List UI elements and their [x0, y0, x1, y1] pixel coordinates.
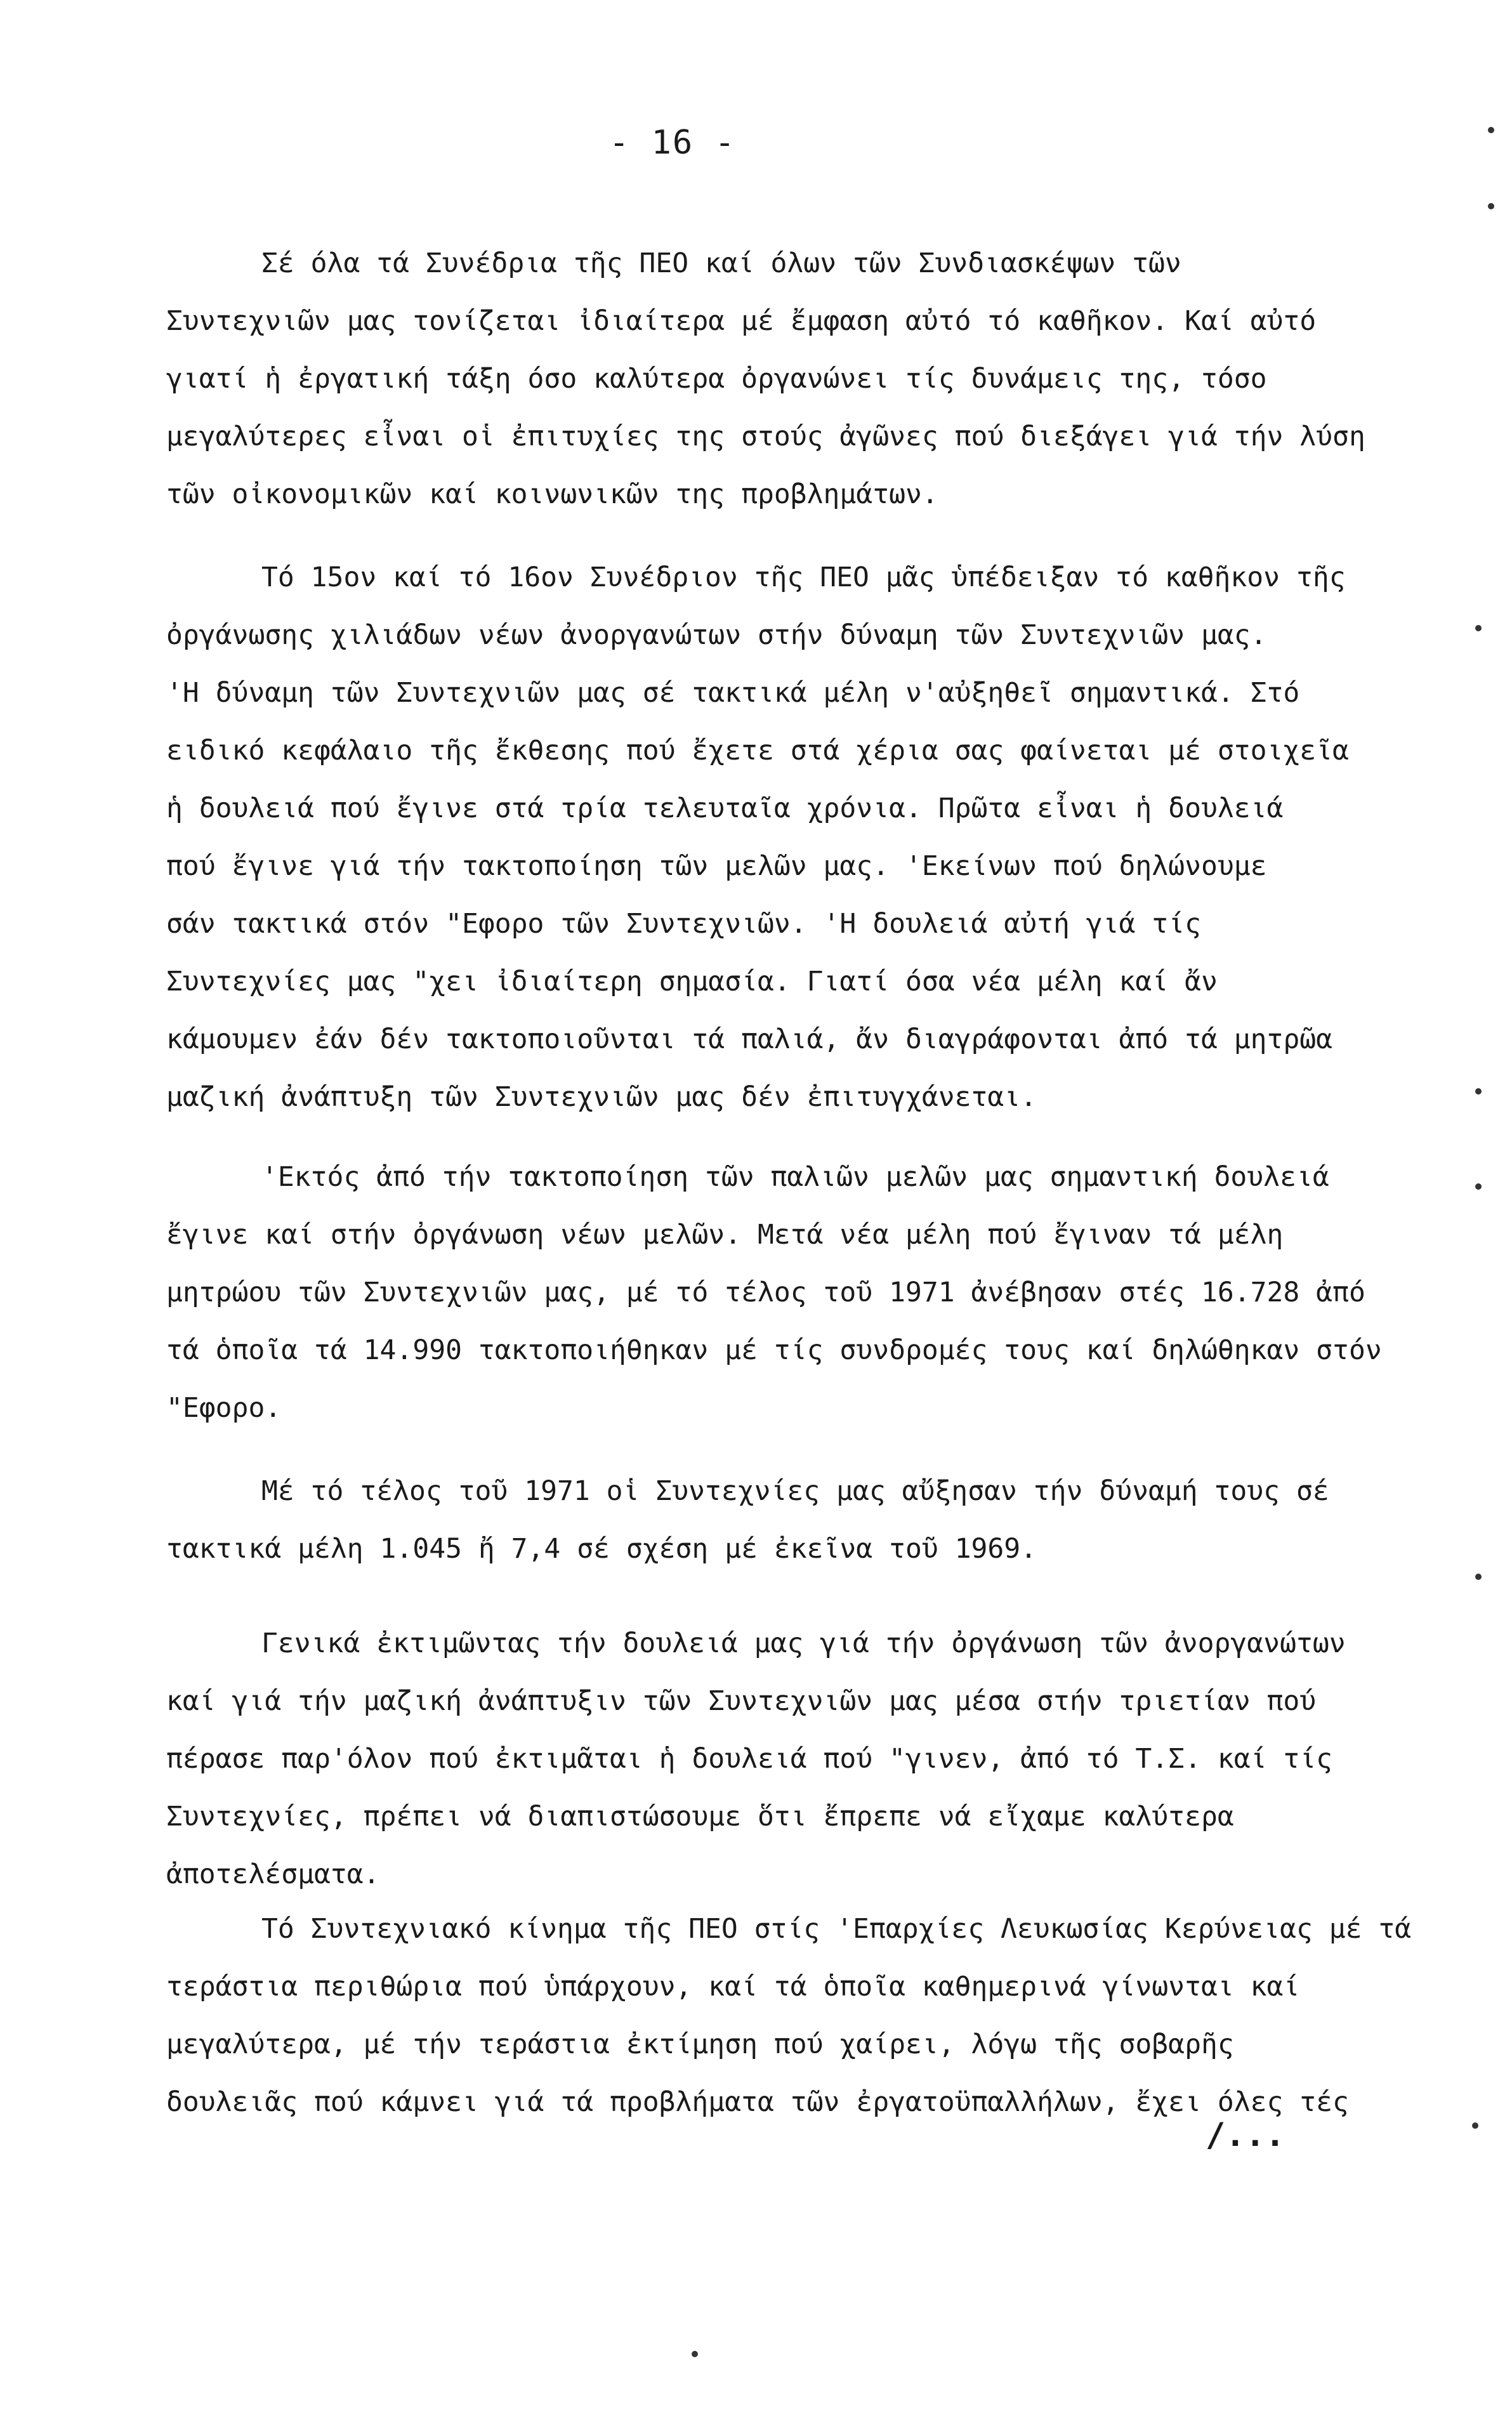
- text-line: μαζική ἀνάπτυξη τῶν Συντεχνιῶν μας δέν ἐπιτυγχάνεται.: [166, 1081, 1037, 1113]
- text-line: Τό 15ον καί τό 16ον Συνέδριον τῆς ΠΕΟ μᾶς ὑπέδειξαν τό καθῆκον τῆς: [261, 562, 1346, 593]
- scan-speck: [1475, 1574, 1482, 1580]
- text-line: 'Εκτός ἀπό τήν τακτοποίηση τῶν παλιῶν μελῶν μας σημαντική δουλειά: [261, 1161, 1329, 1193]
- text-line: γιατί ἡ ἐργατική τάξη όσο καλύτερα ὀργανώνει τίς δυνάμεις της, τόσο: [166, 363, 1267, 395]
- paragraph-5: [166, 1615, 1372, 1904]
- text-line: πέρασε παρ'όλον πού ἐκτιμᾶται ἡ δουλειά πού "γινεν, ἀπό τό Τ.Σ. καί τίς: [166, 1743, 1333, 1775]
- text-line: τεράστια περιθώρια πού ὑπάρχουν, καί τά ὁποῖα καθημερινά γίνωνται καί: [166, 1971, 1300, 2003]
- text-line: σάν τακτικά στόν "Εφορο τῶν Συντεχνιῶν. 'Η δουλειά αὐτή γιά τίς: [166, 908, 1201, 940]
- text-line: καί γιά τήν μαζική ἀνάπτυξιν τῶν Συντεχνιῶν μας μέσα στήν τριετίαν πού: [166, 1685, 1317, 1717]
- paragraph-1: [166, 235, 1372, 523]
- text-line: Συντεχνίες μας "χει ἰδιαίτερη σημασία. Γιατί όσα νέα μέλη καί ἄν: [166, 966, 1218, 997]
- continuation-mark: /...: [1206, 2116, 1285, 2154]
- text-line: Σέ όλα τά Συνέδρια τῆς ΠΕΟ καί όλων τῶν Συνδιασκέψων τῶν: [261, 247, 1181, 279]
- text-line: ἡ δουλειά πού ἔγινε στά τρία τελευταῖα χρόνια. Πρῶτα εἶναι ἡ δουλειά: [166, 793, 1284, 824]
- text-line: Τό Συντεχνιακό κίνημα τῆς ΠΕΟ στίς 'Επαρχίες Λευκωσίας Κερύνειας μέ τά: [261, 1913, 1412, 1945]
- text-line: μητρώου τῶν Συντεχνιῶν μας, μέ τό τέλος τοῦ 1971 ἀνέβησαν στές 16.728 ἀπό: [166, 1277, 1365, 1308]
- text-line: πού ἔγινε γιά τήν τακτοποίηση τῶν μελῶν μας. 'Εκείνων πού δηλώνουμε: [166, 850, 1267, 882]
- text-line: ὀργάνωσης χιλιάδων νέων ἀνοργανώτων στήν δύναμη τῶν Συντεχνιῶν μας.: [166, 619, 1267, 651]
- text-line: κάμουμεν ἐάν δέν τακτοποιοῦνται τά παλιά, ἄν διαγράφονται ἀπό τά μητρῶα: [166, 1023, 1333, 1055]
- text-line: Συντεχνίες, πρέπει νά διαπιστώσουμε ὅτι ἔπρεπε νά εἴχαμε καλύτερα: [166, 1801, 1234, 1832]
- scan-speck: [1472, 2122, 1478, 2129]
- text-line: μεγαλύτερα, μέ τήν τεράστια ἐκτίμηση πού χαίρει, λόγω τῆς σοβαρῆς: [166, 2029, 1234, 2060]
- paragraph-6: [166, 1900, 1412, 2131]
- text-line: τακτικά μέλη 1.045 ἤ 7,4 σέ σχέση μέ ἐκεῖνα τοῦ 1969.: [166, 1533, 1037, 1565]
- text-line: Γενικά ἐκτιμῶντας τήν δουλειά μας γιά τήν ὀργάνωση τῶν ἀνοργανώτων: [261, 1628, 1346, 1659]
- scan-speck: [1475, 1183, 1482, 1190]
- page-number: - 16 -: [609, 124, 736, 162]
- scan-speck: [1488, 127, 1494, 133]
- text-line: Μέ τό τέλος τοῦ 1971 οἱ Συντεχνίες μας αὔξησαν τήν δύναμή τους σέ: [261, 1475, 1329, 1507]
- paragraph-3: [166, 1148, 1382, 1437]
- text-line: τά ὁποῖα τά 14.990 τακτοποιήθηκαν μέ τίς συνδρομές τους καί δηλώθηκαν στόν: [166, 1334, 1382, 1366]
- text-line: 'Η δύναμη τῶν Συντεχνιῶν μας σέ τακτικά μέλη ν'αὐξηθεῖ σημαντικά. Στό: [166, 677, 1300, 709]
- scan-speck: [1488, 203, 1494, 209]
- text-line: "Εφορο.: [166, 1392, 282, 1424]
- text-line: Συντεχνιῶν μας τονίζεται ἰδιαίτερα μέ ἔμφαση αὐτό τό καθῆκον. Καί αὐτό: [166, 305, 1317, 337]
- text-line: μεγαλύτερες εἶναι οἱ ἐπιτυχίες της στούς ἀγῶνες πού διεξάγει γιά τήν λύση: [166, 421, 1365, 452]
- paragraph-2: [166, 549, 1372, 1126]
- text-line: τῶν οἰκονομικῶν καί κοινωνικῶν της προβλημάτων.: [166, 478, 938, 510]
- scan-speck: [1475, 625, 1482, 631]
- text-line: ἀποτελέσματα.: [166, 1858, 380, 1890]
- text-line: ἔγινε καί στήν ὀργάνωση νέων μελῶν. Μετά νέα μέλη πού ἔγιναν τά μέλη: [166, 1219, 1284, 1251]
- text-line: ειδικό κεφάλαιο τῆς ἔκθεσης πού ἔχετε στά χέρια σας φαίνεται μέ στοιχεῖα: [166, 735, 1349, 766]
- text-line: δουλειᾶς πού κάμνει γιά τά προβλήματα τῶν ἐργατοϋπαλλήλων, ἔχει όλες τές: [166, 2086, 1349, 2118]
- scan-speck: [692, 2351, 698, 2357]
- paragraph-4: [166, 1463, 1372, 1578]
- scan-speck: [1475, 1088, 1482, 1095]
